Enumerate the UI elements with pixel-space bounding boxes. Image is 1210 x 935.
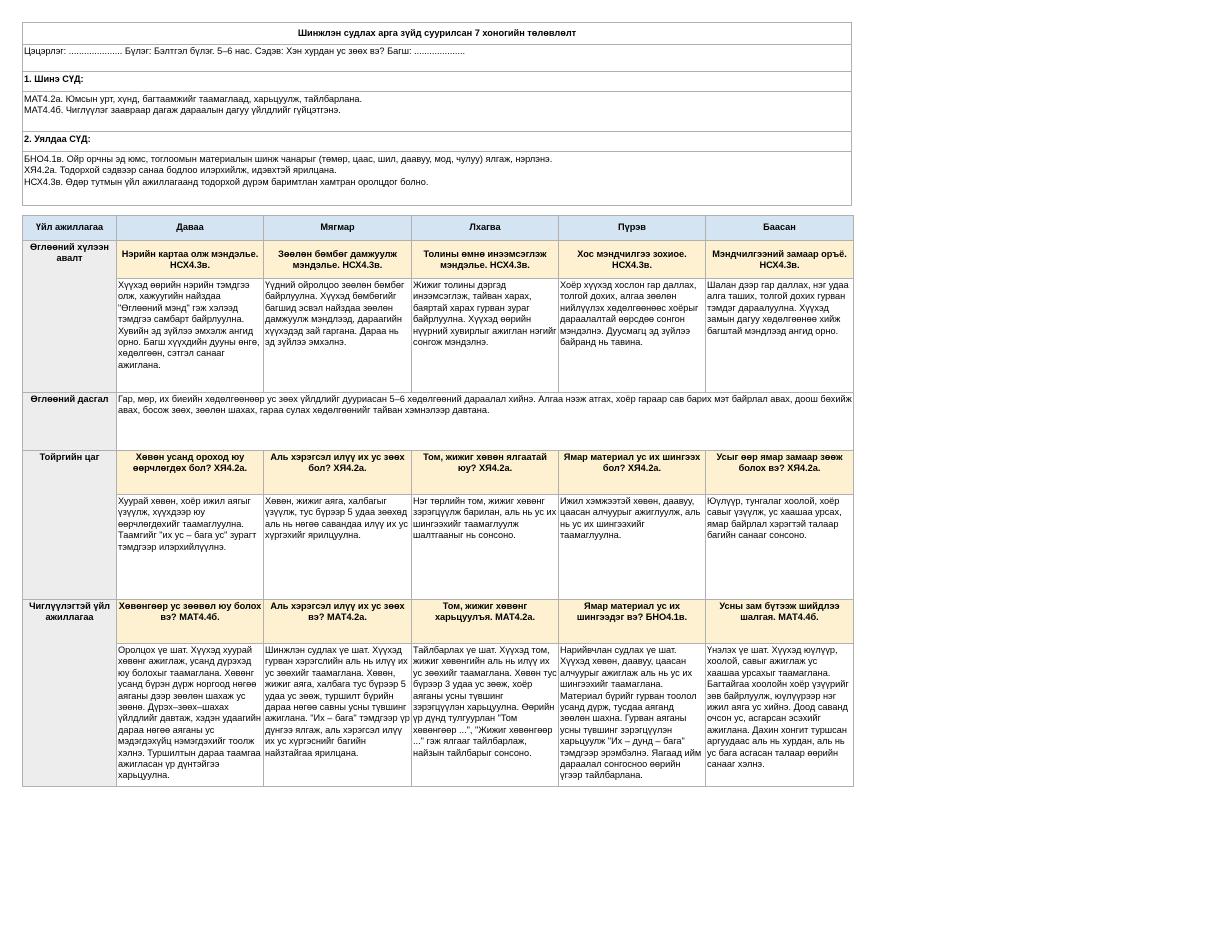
row-label-circle-time: Тойргийн цаг bbox=[23, 451, 117, 600]
topic-cell: Усны зам бүтээж шийдлээ шалгая. МАТ4.4б. bbox=[706, 600, 854, 644]
table-header-row bbox=[23, 216, 854, 241]
table-row bbox=[23, 451, 854, 495]
column-header-day: Лхагва bbox=[412, 216, 559, 241]
new-standards-title: 1. Шинэ СҮД: bbox=[23, 72, 852, 92]
topic-cell: Аль хэрэгсэл илүү их ус зөөх вэ? МАТ4.2а. bbox=[264, 600, 412, 644]
table-row bbox=[23, 393, 854, 451]
topic-cell: Том, жижиг хөвөн ялгаатай юу? ХЯ4.2а. bbox=[412, 451, 559, 495]
column-header-day: Даваа bbox=[117, 216, 264, 241]
content-cell: Шалан дээр гар даллах, нэг удаа алга таших, толгой дохих гурван тэмдэг дараалуулна. Хүүхэд замын дагуу хөдөлгөөнөө хийж багштай мэндлээд ангид орно. bbox=[706, 279, 854, 393]
content-cell: Нэг төрлийн том, жижиг хөвөнг зэрэгцүүлж барилан, аль нь ус их шингээхийг таамаглуулж шалтгааныг нь сонсоно. bbox=[412, 495, 559, 600]
table-row bbox=[23, 600, 854, 644]
linked-standard-line: ХЯ4.2а. Тодорхой сэдвээр санаа бодлоо илэрхийлж, идэвхтэй ярилцана. bbox=[24, 165, 337, 176]
table-row bbox=[23, 279, 854, 393]
topic-cell: Ямар материал ус их шингээдэг вэ? БНО4.1в. bbox=[559, 600, 706, 644]
topic-cell: Хөвөнгөөр ус зөөвөл юу болох вэ? МАТ4.4б. bbox=[117, 600, 264, 644]
linked-standards-list bbox=[23, 152, 852, 206]
linked-standard-line: НСХ4.3в. Өдөр тутмын үйл ажиллагаанд тодорхой дүрэм баримтлан хамтран оролцдог болно. bbox=[24, 176, 429, 187]
content-cell: Хоёр хүүхэд хослон гар даллах, толгой дохих, алгаа зөөлөн нийлүүлэх хөдөлгөөнөөс хоёрыг дараалалтай өөрсдөө сонгон мэндэлнэ. Дуусмагц эд зүйлээ байранд нь тавина. bbox=[559, 279, 706, 393]
content-cell: Тайлбарлах үе шат. Хүүхэд том, жижиг хөвөнгийн аль нь илүү их ус зөөхийг таамаглана. Хөвөн тус бүрээр 3 удаа ус зөөж, хоёр аяганы усны түвшинг зэрэгцүүлэн харьцуулна. Өөрийн үр дүнд тулгуурлан "Том хөвөнгөөр ...", "Жижиг хөвөнгөөр ..." гэж ялгааг тайлбарлаж, найзын тайлбарыг сонсоно. bbox=[413, 645, 557, 758]
plan-title: Шинжлэн судлах арга зүйд суурилсан 7 хоногийн төлөвлөлт bbox=[23, 23, 852, 45]
topic-cell: Ямар материал ус их шингээх бол? ХЯ4.2а. bbox=[559, 451, 706, 495]
content-cell: Үнэлэх үе шат. Хүүхэд юүлүүр, хоолой, савыг ажиглаж ус хаашаа урсахыг таамаглана. Багтайгаа хоолойн хоёр үзүүрийг зөв байрлуулж, юүлүүрээр нэг ижил аяга ус хийнэ. Доод саванд очсон ус, асгарсан эсэхийг ажиглана. Дахин хонгит туршсан аргуудаас аль нь хурдан, аль нь ус бага асгасан талаар өөрийн санааг хэлнэ. bbox=[707, 645, 849, 770]
exercise-content-cell: Гар, мөр, их биеийн хөдөлгөөнөөр ус зөөх үйлдлийг дууриасан 5–6 хөдөлгөөний дараалал хийнэ. Алгаа нээж атгах, хоёр гараар сав барих мэт байрлал авах, доош бөхийж авах, босож зөөх, зөөлөн шахах, гараа сулах хөдөлгөөнийг тайван хэмнэлээр давтана. bbox=[117, 393, 854, 451]
weekly-plan-table bbox=[22, 215, 854, 787]
content-cell: Жижиг толины дэргэд инээмсэглэж, тайван харах, баяртай харах гурван зураг байрлуулна. Хүүхэд өөрийн нүүрний хувирлыг ажиглан нэгийг сонгож мэндэлнэ. bbox=[412, 279, 559, 393]
content-cell: Хүүхэд өөрийн нэрийн тэмдгээ олж, хажуугийн найздаа "Өглөөний мэнд" гэж хэлээд тэмдгээ самбарт байрлуулна. Хувийн эд зүйлээ эмхэлж ангид орно. Багш хүүхдийн дууны өнгө, хөдөлгөөн, сэтгэл санааг ажиглана. bbox=[117, 279, 264, 393]
plan-header-table bbox=[22, 22, 852, 206]
linked-standards-title: 2. Уялдаа СҮД: bbox=[23, 132, 852, 152]
topic-cell: Толины өмнө инээмсэглэж мэндэлье. НСХ4.3в. bbox=[412, 241, 559, 279]
plan-info: Цэцэрлэг: ..................... Бүлэг: Бэлтгэл бүлэг. 5–6 нас. Сэдэв: Хэн хурдан ус зөөх вэ? Багш: .................... bbox=[23, 45, 852, 72]
content-cell: Ижил хэмжээтэй хөвөн, даавуу, цаасан алчуурыг ажиглуулж, аль нь ус их шингээхийг таамаглуулна. bbox=[559, 495, 706, 600]
new-standard-line: МАТ4.2а. Юмсын урт, хүнд, багтаамжийг таамаглаад, харьцуулж, тайлбарлана. bbox=[24, 94, 363, 104]
row-label-morning-greeting: Өглөөний хүлээн авалт bbox=[23, 241, 117, 393]
column-header-day: Пүрэв bbox=[559, 216, 706, 241]
topic-cell: Хөвөн усанд ороход юу өөрчлөгдөх бол? ХЯ4.2а. bbox=[117, 451, 264, 495]
topic-cell: Мэндчилгээний замаар оръё. НСХ4.3в. bbox=[706, 241, 854, 279]
topic-cell: Нэрийн картаа олж мэндэлье. НСХ4.3в. bbox=[117, 241, 264, 279]
content-cell: Нарийвчлан судлах үе шат. Хүүхэд хөвөн, даавуу, цаасан алчуурыг ажиглаж аль нь ус их шингээхийг таамаглана. Материал бүрийг гурван тоолол усанд дүрж, тусдаа аяганд зөөлөн шахна. Гурван аяганы усны түвшинг зэрэгцүүлэн харьцуулж "Их – дунд – бага" тэмдгээр эрэмбэлнэ. Яагаад ийм дараалал сонгосноо өөрийн үгээр тайлбарлана. bbox=[560, 645, 702, 781]
content-cell: Хөвөн, жижиг аяга, халбагыг үзүүлж, тус бүрээр 5 удаа зөөхөд аль нь нөгөө савандаа илүү их ус хүргэхийг ярилцуулна. bbox=[264, 495, 412, 600]
new-standard-line: МАТ4.4б. Чиглүүлэг заавраар дагаж дараалын дагуу үйлдлийг гүйцэтгэнэ. bbox=[24, 105, 341, 116]
content-cell: Үүдний ойролцоо зөөлөн бөмбөг байрлуулна. Хүүхэд бөмбөгийг багшид эсвэл найздаа зөөлөн дамжуулж мэндлээд, дараагийн хүүхэдэд зай гаргана. Дараа нь эд зүйлээ эмхэлнэ. bbox=[264, 279, 412, 393]
content-cell: Юүлүүр, тунгалаг хоолой, хоёр савыг үзүүлж, ус хаашаа урсах, ямар байрлал хэрэгтэй талаар багийн санааг сонсоно. bbox=[706, 495, 854, 600]
content-cell: Оролцох үе шат. Хүүхэд хуурай хөвөнг ажиглаж, усанд дүрэхэд юу болохыг таамаглана. Хөвөнг усанд бүрэн дүрж норгоод нөгөө аяганы дээр зөөлөн шахаж ус зөөнө. Дүрэх–зөөх–шахах үйлдлийг давтаж, хэдэн удаагийн дараа нөгөө аяганы ус мэдэгдэхүйц нэмэгдэхийг тоолж хэлнэ. Туршилтын дараа таамгаа ажигласан үр дүнтэйгээ харьцуулна. bbox=[118, 645, 262, 781]
topic-cell: Аль хэрэгсэл илүү их ус зөөх бол? ХЯ4.2а. bbox=[264, 451, 412, 495]
row-label-morning-exercise: Өглөөний дасгал bbox=[23, 393, 117, 451]
column-header-activity: Үйл ажиллагаа bbox=[23, 216, 117, 241]
content-cell: Шинжлэн судлах үе шат. Хүүхэд гурван хэрэгслийн аль нь илүү их ус зөөхийг таамаглана. Хөвөн, жижиг аяга, халбага тус бүрээр 5 удаа ус зөөж, туршилт бүрийн дараа нөгөө савны усны түвшинг ажиглана. "Их – бага" тэмдгээр үр дүнгээ ялгаж, аль хэрэгсэл илүү их ус хүргэснийг багийн найзтайгаа ярилцана. bbox=[265, 645, 410, 758]
topic-cell: Хос мэндчилгээ зохиое. НСХ4.3в. bbox=[559, 241, 706, 279]
topic-cell: Зөөлөн бөмбөг дамжуулж мэндэлье. НСХ4.3в. bbox=[264, 241, 412, 279]
topic-cell: Усыг өөр ямар замаар зөөж болох вэ? ХЯ4.2а. bbox=[706, 451, 854, 495]
column-header-day: Мягмар bbox=[264, 216, 412, 241]
row-label-guided-activity: Чиглүүлэгтэй үйл ажиллагаа bbox=[23, 600, 117, 787]
content-cell: Хуурай хөвөн, хоёр ижил аягыг үзүүлж, хүүхдээр юу өөрчлөгдөхийг таамаглуулна. Таамгийг "их ус – бага ус" зурагт тэмдгээр илэрхийлүүлнэ. bbox=[117, 495, 264, 600]
table-row bbox=[23, 495, 854, 600]
topic-cell: Том, жижиг хөвөнг харьцуулъя. МАТ4.2а. bbox=[412, 600, 559, 644]
linked-standard-line: БНО4.1в. Ойр орчны эд юмс, тоглоомын материалын шинж чанарыг (төмөр, цаас, шил, даавуу, мод, чулуу) ялгаж, нэрлэнэ. bbox=[24, 154, 553, 164]
table-row bbox=[23, 241, 854, 279]
table-row bbox=[23, 644, 854, 787]
new-standards-list bbox=[23, 92, 852, 132]
column-header-day: Баасан bbox=[706, 216, 854, 241]
